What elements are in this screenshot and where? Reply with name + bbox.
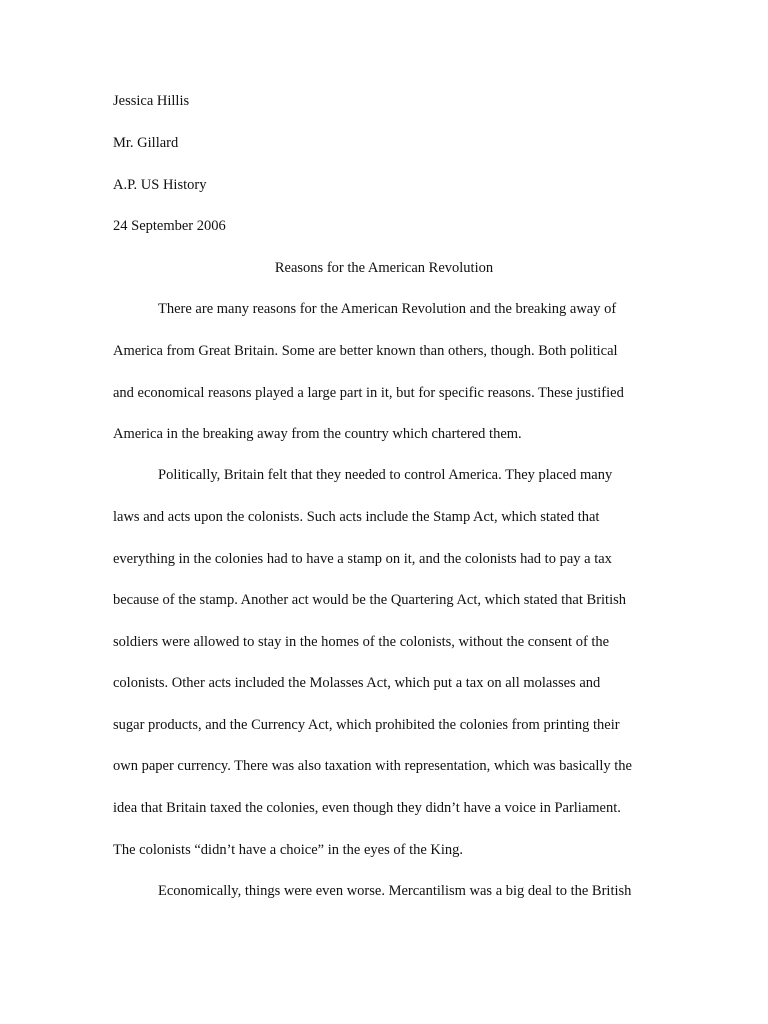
paragraph-line: laws and acts upon the colonists. Such acts include the Stamp Act, which stated that [113,509,600,525]
paragraph-line: colonists. Other acts included the Molasses Act, which put a tax on all molasses and [113,675,601,691]
paragraph-line: because of the stamp. Another act would be the Quartering Act, which stated that British [113,592,627,608]
paragraph-line: and economical reasons played a large part in it, but for specific reasons. These justified [113,385,624,401]
paragraph-line: everything in the colonies had to have a stamp on it, and the colonists had to pay a tax [113,551,612,567]
teacher-name: Mr. Gillard [113,135,179,151]
course-name: A.P. US History [113,177,207,193]
paragraph-line: idea that Britain taxed the colonies, even though they didn’t have a voice in Parliament. [113,800,621,816]
document-date: 24 September 2006 [113,218,226,234]
paragraph-line: America in the breaking away from the country which chartered them. [113,426,522,442]
paragraph-line: Politically, Britain felt that they needed to control America. They placed many [158,467,613,483]
essay-title: Reasons for the American Revolution [274,260,494,276]
paragraph-line: America from Great Britain. Some are better known than others, though. Both political [113,343,618,359]
paragraph-line: sugar products, and the Currency Act, which prohibited the colonies from printing their [113,717,620,733]
paragraph-line: Economically, things were even worse. Mercantilism was a big deal to the British [158,883,632,899]
paragraph-line: own paper currency. There was also taxation with representation, which was basically the [113,758,632,774]
student-name: Jessica Hillis [113,93,190,109]
paragraph-line: There are many reasons for the American Revolution and the breaking away of [158,301,617,317]
paragraph-line: The colonists “didn’t have a choice” in the eyes of the King. [113,842,464,858]
paragraph-line: soldiers were allowed to stay in the homes of the colonists, without the consent of the [113,634,610,650]
